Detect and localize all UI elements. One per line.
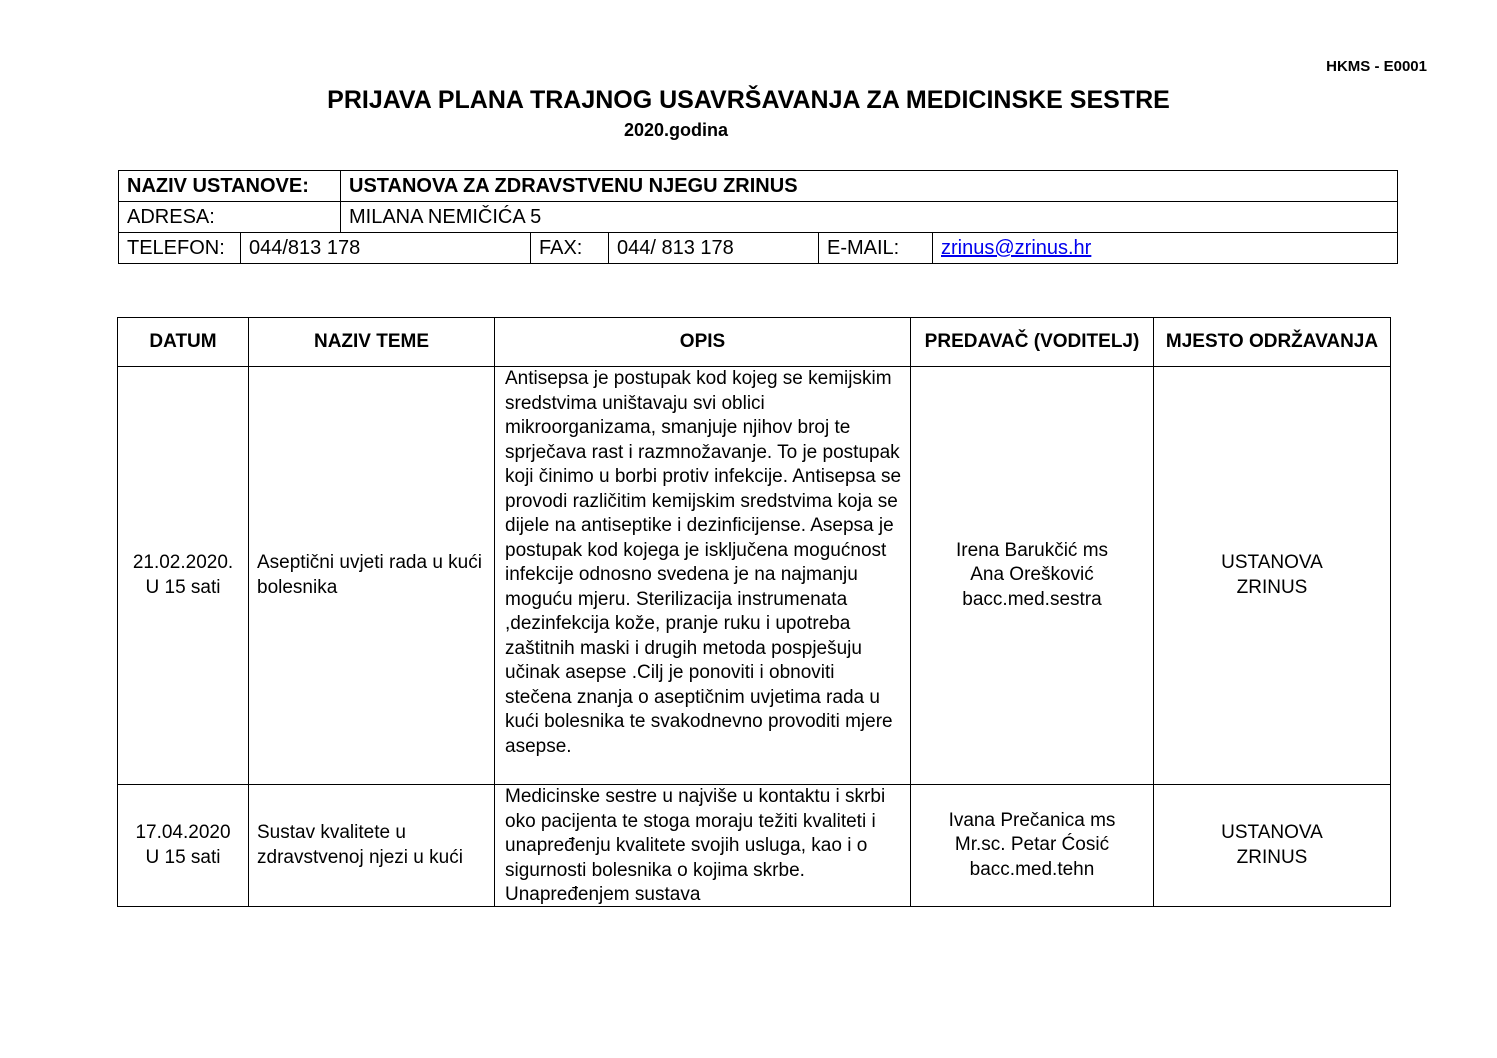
lecturer-name: Ivana Prečanica ms — [948, 809, 1116, 831]
fax-value: 044/ 813 178 — [609, 233, 819, 264]
lecturer-name: Ana Orešković — [970, 564, 1094, 586]
table-row — [118, 367, 1391, 785]
date: 21.02.2020. — [132, 552, 234, 573]
form-code: HKMS - E0001 — [1326, 58, 1427, 75]
email-link[interactable]: zrinus@zrinus.hr — [941, 237, 1092, 259]
date-cell — [118, 367, 249, 785]
lecturer-title: bacc.med.sestra — [962, 588, 1102, 610]
lecturer-cell — [911, 367, 1154, 785]
place-line: ZRINUS — [1236, 576, 1308, 598]
place-cell — [1154, 785, 1391, 907]
institution-name-row — [119, 171, 1398, 202]
institution-address-row — [119, 202, 1398, 233]
training-plan-table — [117, 317, 1391, 907]
phone-value: 044/813 178 — [241, 233, 531, 264]
institution-table — [118, 170, 1398, 264]
topic-cell: Aseptični uvjeti rada u kući bolesnika — [249, 367, 495, 785]
topic-cell: Sustav kvalitete u zdravstvenoj njezi u kući — [249, 785, 495, 907]
lecturer-name: Irena Barukčić ms — [955, 539, 1109, 561]
document-title: PRIJAVA PLANA TRAJNOG USAVRŠAVANJA ZA MEDICINSKE SESTRE — [327, 86, 1170, 114]
document-subtitle: 2020.godina — [624, 120, 729, 140]
description-cell — [495, 785, 911, 907]
institution-name-value: USTANOVA ZA ZDRAVSTVENU NJEGU ZRINUS — [341, 171, 1398, 202]
address-value: MILANA NEMIČIĆA 5 — [341, 202, 1398, 233]
table-row — [118, 785, 1391, 907]
place-cell — [1154, 367, 1391, 785]
time: U 15 sati — [145, 576, 221, 598]
lecturer-name: Mr.sc. Petar Ćosić — [954, 834, 1110, 856]
address-label: ADRESA: — [119, 202, 341, 233]
lecturer-title: bacc.med.tehn — [969, 858, 1095, 880]
email-label: E-MAIL: — [819, 233, 933, 264]
phone-label: TELEFON: — [119, 233, 241, 264]
column-header-description: OPIS — [495, 318, 911, 367]
place-line: ZRINUS — [1236, 846, 1308, 868]
institution-contact-row — [119, 233, 1398, 264]
column-header-topic: NAZIV TEME — [249, 318, 495, 367]
column-header-date: DATUM — [118, 318, 249, 367]
time: U 15 sati — [145, 846, 221, 868]
institution-name-label: NAZIV USTANOVE: — [119, 171, 341, 202]
place-line: USTANOVA — [1221, 552, 1323, 573]
column-header-lecturer: PREDAVAČ (VODITELJ) — [911, 318, 1154, 367]
description-cell: Antisepsa je postupak kod kojeg se kemijskim sredstvima uništavaju svi oblici mikroorganizama, smanjuje njihov broj te sprječava rast i razmnožavanje. To je postupak koji činimo u borbi protiv infekcije. Antisepsa se provodi različitim kemijskim sredstvima koja se dijele na antiseptike i dezinficijense. Asepsa je postupak kod kojega je isključena mogućnost infekcije odnosno svedena je na najmanju moguću mjeru. Sterilizacija instrumenata ,dezinfekcija kože, pranje ruku i upotreba zaštitnih maski i drugih metoda pospješuju učinak asepse .Cilj je ponoviti i obnoviti stečena znanja o aseptičnim uvjetima rada u kući bolesnika te svakodnevno provoditi mjere asepse. — [495, 367, 911, 785]
date: 17.04.2020 — [135, 822, 231, 843]
email-cell — [933, 233, 1398, 264]
lecturer-cell — [911, 785, 1154, 907]
column-header-place: MJESTO ODRŽAVANJA — [1154, 318, 1391, 367]
fax-label: FAX: — [531, 233, 609, 264]
plan-header-row — [118, 318, 1391, 367]
description-text: Medicinske sestre u najviše u kontaktu i skrbi oko pacijenta te stoga moraju težiti kvaliteti i unapređenju kvalitete svojih usluga, kao i o sigurnosti bolesnika o kojima skrbe. Unapređenjem sustava — [505, 786, 886, 905]
place-line: USTANOVA — [1221, 822, 1323, 843]
date-cell — [118, 785, 249, 907]
